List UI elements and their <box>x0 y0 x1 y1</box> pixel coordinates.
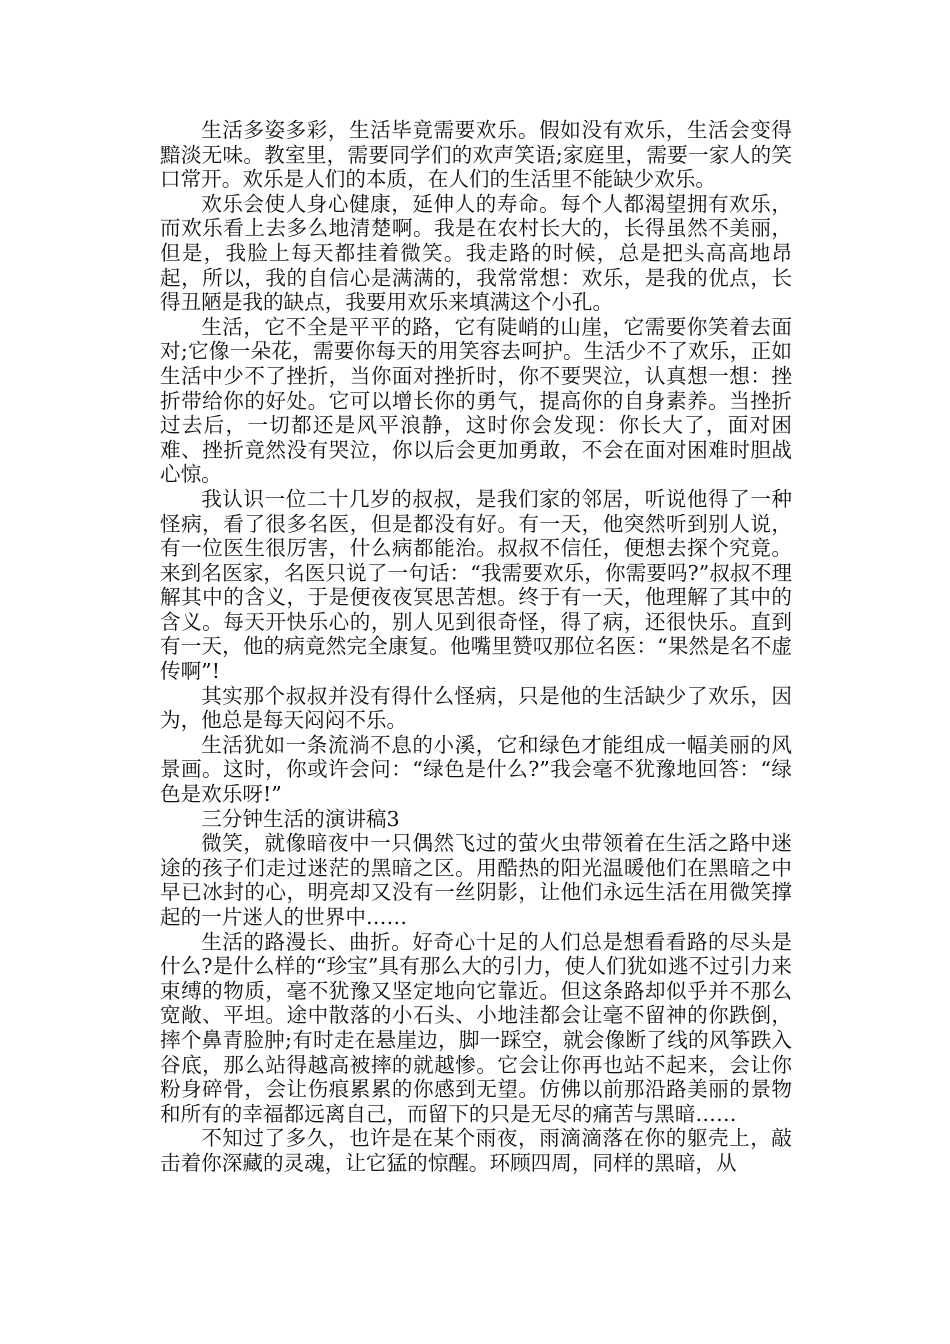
paragraph: 微笑，就像暗夜中一只偶然飞过的萤火虫带领着在生活之路中迷途的孩子们走过迷茫的黑暗之区。用酷热的阳光温暖他们在黑暗之中早已冰封的心，明亮却又没有一丝阴影，让他们永远生活在用微笑撑起的一片迷人的世界中…… <box>160 831 792 929</box>
paragraph: 不知过了多久，也许是在某个雨夜，雨滴滴落在你的躯壳上，敲击着你深藏的灵魂，让它猛的惊醒。环顾四周，同样的黑暗，从 <box>160 1126 792 1175</box>
paragraph: 欢乐会使人身心健康，延伸人的寿命。每个人都渴望拥有欢乐，而欢乐看上去多么地清楚啊。我是在农村长大的，长得虽然不美丽，但是，我脸上每天都挂着微笑。我走路的时候，总是把头高高地昂起，所以，我的自信心是满满的，我常常想：欢乐，是我的优点，长得丑陋是我的缺点，我要用欢乐来填满这个小孔。 <box>160 191 792 315</box>
paragraph: 生活犹如一条流淌不息的小溪，它和绿色才能组成一幅美丽的风景画。这时，你或许会问：“绿色是什么?”我会毫不犹豫地回答：“绿色是欢乐呀!” <box>160 732 792 807</box>
section-heading: 三分钟生活的演讲稿3 <box>201 806 400 831</box>
paragraph: 其实那个叔叔并没有得什么怪病，只是他的生活缺少了欢乐，因为，他总是每天闷闷不乐。 <box>160 683 792 733</box>
paragraph: 生活的路漫长、曲折。好奇心十足的人们总是想看看路的尽头是什么?是什么样的“珍宝”具有那么大的引力，使人们犹如逃不过引力来束缚的物质，毫不犹豫又坚定地向它靠近。但这条路却似乎并不那么宽敞、平坦。途中散落的小石头、小地洼都会让毫不留神的你跌倒，摔个鼻青脸肿;有时走在悬崖边，脚一踩空，就会像断了线的风筝跌入谷底，那么站得越高被摔的就越惨。它会让你再也站不起来，会让你粉身碎骨，会让伤痕累累的你感到无望。仿佛以前那沿路美丽的景物和所有的幸福都远离自己，而留下的只是无尽的痛苦与黑暗…… <box>160 929 792 1126</box>
paragraph: 我认识一位二十几岁的叔叔，是我们家的邻居，听说他得了一种怪病，看了很多名医，但是都没有好。有一天，他突然听到别人说，有一位医生很厉害，什么病都能治。叔叔不信任，便想去探个究竟。来到名医家，名医只说了一句话：“我需要欢乐，你需要吗?”叔叔不理解其中的含义，于是便夜夜冥思苦想。终于有一天，他理解了其中的含义。每天开快乐心的，别人见到很奇怪，得了病，还很快乐。直到有一天，他的病竟然完全康复。他嘴里赞叹那位名医：“果然是名不虚传啊”! <box>160 486 792 684</box>
paragraph: 生活多姿多彩，生活毕竟需要欢乐。假如没有欢乐，生活会变得黯淡无味。教室里，需要同学们的欢声笑语;家庭里，需要一家人的笑口常开。欢乐是人们的本质，在人们的生活里不能缺少欢乐。 <box>160 118 792 192</box>
paragraph: 生活，它不全是平平的路，它有陡峭的山崖，它需要你笑着去面对;它像一朵花，需要你每天的用笑容去呵护。生活少不了欢乐，正如生活中少不了挫折，当你面对挫折时，你不要哭泣，认真想一想：挫折带给你的好处。它可以增长你的勇气，提高你的自身素养。当挫折过去后，一切都还是风平浪静，这时你会发现：你长大了，面对困难、挫折竟然没有哭泣，你以后会更加勇敢，不会在面对困难时胆战心惊。 <box>160 314 792 487</box>
document-body <box>160 118 792 1176</box>
